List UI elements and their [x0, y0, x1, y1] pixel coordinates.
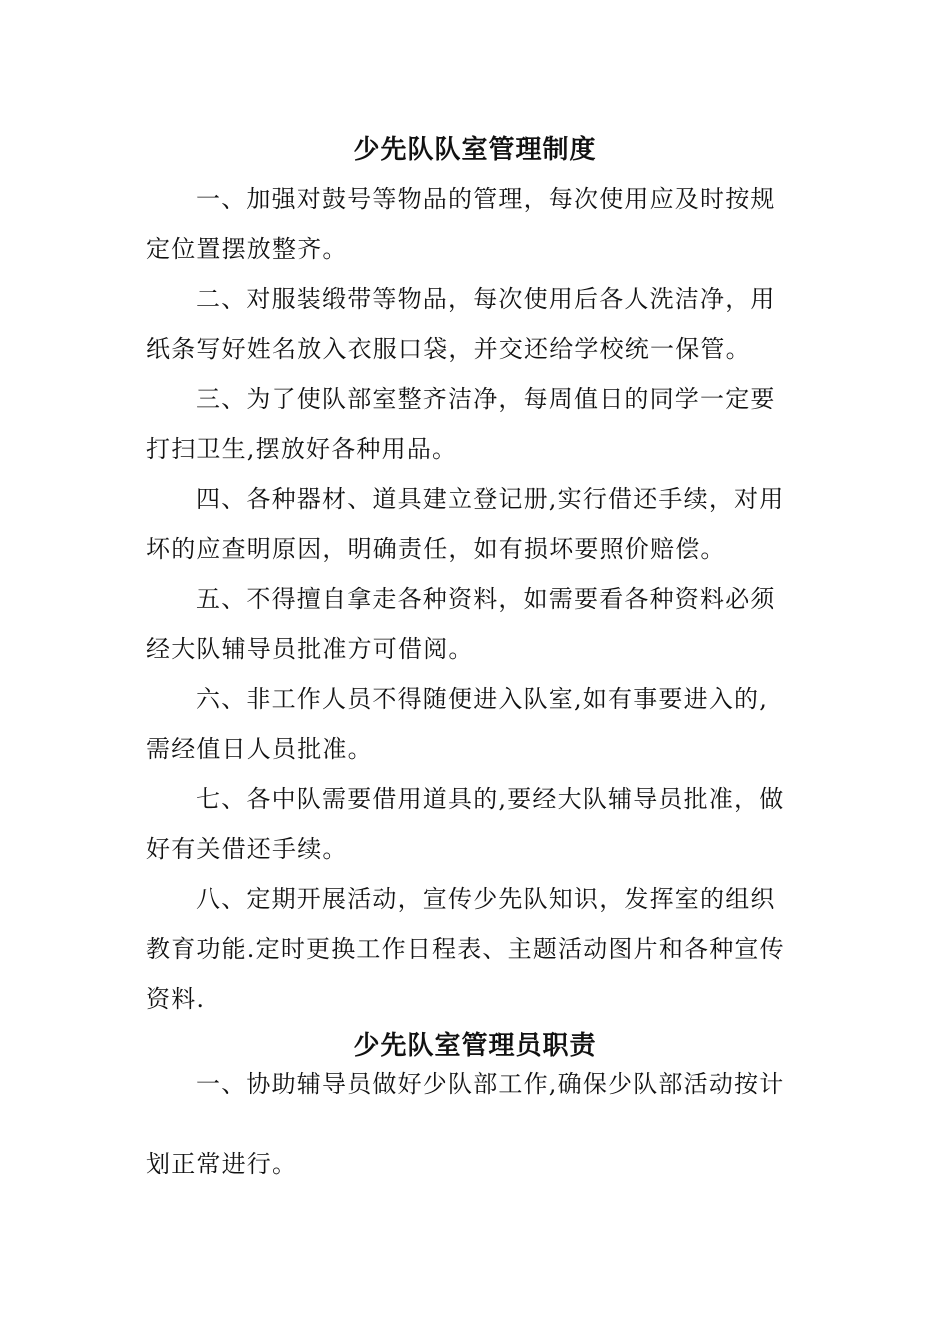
rule-5-line-2: 经大队辅导员批准方可借阅。	[146, 635, 474, 663]
duty-1-line-1: 一、协助辅导员做好少队部工作,确保少队部活动按计	[196, 1070, 785, 1098]
rule-8-line-2: 教育功能.定时更换工作日程表、主题活动图片和各种宣传	[146, 935, 785, 963]
rule-2-line-2: 纸条写好姓名放入衣服口袋，并交还给学校统一保管。	[146, 335, 751, 363]
rule-1-line-2: 定位置摆放整齐。	[146, 235, 348, 263]
duty-1-line-2: 划正常进行。	[146, 1150, 298, 1178]
rule-3-line-1: 三、为了使队部室整齐洁净，每周值日的同学一定要	[196, 385, 776, 413]
rule-1-line-1: 一、加强对鼓号等物品的管理，每次使用应及时按规	[196, 185, 776, 213]
rule-7-line-2: 好有关借还手续。	[146, 835, 348, 863]
section-title-management-rules: 少先队队室管理制度	[353, 135, 597, 165]
rule-6-line-1: 六、非工作人员不得随便进入队室,如有事要进入的,	[196, 685, 769, 713]
rule-3-line-2: 打扫卫生,摆放好各种用品。	[146, 435, 458, 463]
rule-4-line-2: 坏的应查明原因，明确责任，如有损坏要照价赔偿。	[146, 535, 726, 563]
rule-5-line-1: 五、不得擅自拿走各种资料，如需要看各种资料必须	[196, 585, 776, 613]
rule-4-line-1: 四、各种器材、道具建立登记册,实行借还手续，对用	[196, 485, 785, 513]
rule-6-line-2: 需经值日人员批准。	[146, 735, 373, 763]
rule-8-line-1: 八、定期开展活动，宣传少先队知识，发挥室的组织	[196, 885, 776, 913]
rule-7-line-1: 七、各中队需要借用道具的,要经大队辅导员批准，做	[196, 785, 785, 813]
rule-8-line-3: 资料.	[146, 985, 206, 1013]
rule-2-line-1: 二、对服装缎带等物品，每次使用后各人洗洁净，用	[196, 285, 776, 313]
section-title-admin-duties: 少先队室管理员职责	[353, 1031, 597, 1061]
